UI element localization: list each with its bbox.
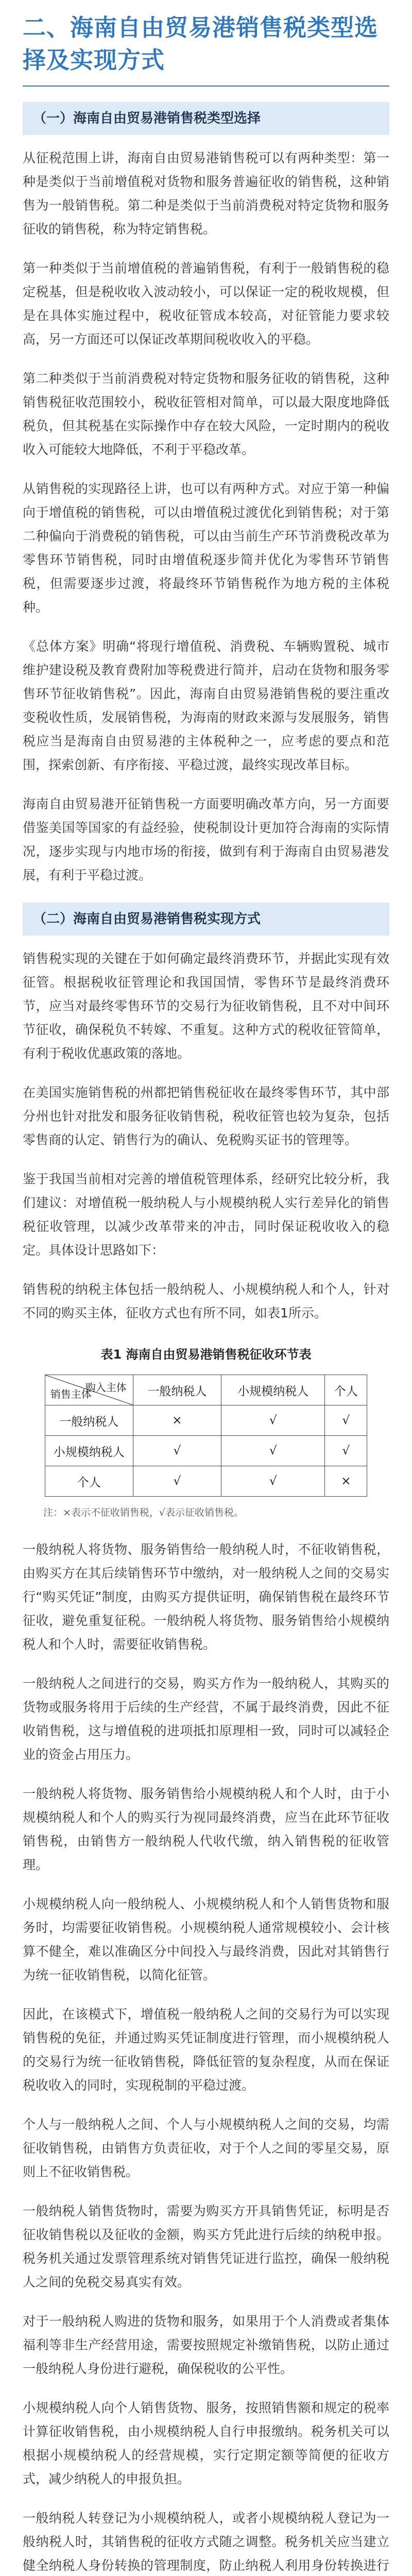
row-header: 个人 [45,1466,133,1497]
body-paragraph: 销售税的纳税主体包括一般纳税人、小规模纳税人和个人，针对不同的购买主体，征收方式也有所不同，如表1所示。 [23,1282,389,1320]
table-header-row [45,1375,367,1405]
body-paragraph: 小规模纳税人向一般纳税人、小规模纳税人和个人销售货物和服务时，均需要征收销售税。小规模纳税人通常规模较小、会计核算不健全，难以准确区分中间投入与最终消费，因此对其销售行为统一征收销售税，以简化征管。 [23,1896,389,1982]
body-paragraph: 在美国实施销售税的州都把销售税征收在最终零售环节，其中部分州也针对批发和服务征收销售税，税收征管也较为复杂，包括零售商的认定、销售行为的确认、免税购买证书的管理等。 [23,1085,389,1147]
section-heading: （二）海南自由贸易港销售税实现方式 [23,903,389,936]
table-cell: √ [221,1466,325,1497]
diagonal-header-cell [45,1375,133,1405]
body-paragraph: 小规模纳税人向个人销售货物、服务，按照销售额和规定的税率计算征收销售税，由小规模纳税人自行申报缴纳。税务机关可以根据小规模纳税人的经营规模，实行定期定额等简便的征收方式，减少纳税人的申报负担。 [23,2400,389,2486]
body-paragraph: 从销售税的实现路径上讲，也可以有两种方式。对应于第一种偏向于增值税的销售税，可以由增值税过渡优化到销售税；对于第二种偏向于消费税的销售税，可以由当前生产环节消费税改革为零售环节销售税，同时由增值税逐步简并优化为零售环节销售税，但需要逐步过渡，将最终环节销售税作为地方税的主体税种。 [23,481,389,615]
table-row [45,1466,367,1497]
body-paragraph: 销售税实现的关键在于如何确定最终消费环节，并据此实现有效征管。根据税收征管理论和我国国情，零售环节是最终消费环节，应当对最终零售环节的交易行为征收销售税，且不对中间环节征收，确保税负不转嫁、不重复。这种方式的税收征管简单，有利于税收优惠政策的落地。 [23,951,389,1061]
body-paragraph: 一般纳税人将货物、服务销售给小规模纳税人和个人时，由于小规模纳税人和个人的购买行为视同最终消费，应当在此环节征收销售税，由销售方一般纳税人代收代缴，纳入销售税的征收管理。 [23,1786,389,1872]
diagonal-bottom-label: 销售主体 [50,1388,92,1400]
body-paragraph: 第二种类似于当前消费税对特定货物和服务征收的销售税，这种销售税征收范围较小，税收征管相对简单，可以最大限度地降低税负，但其税基在实际操作中存在较大风险，一定时期内的税收收入可能较大地降低，不利于平稳改革。 [23,371,389,457]
tax-matrix-table [45,1375,368,1497]
table-caption: 表1 海南自由贸易港销售税征收环节表 [100,1347,312,1362]
table-cell: √ [133,1436,221,1466]
diagonal-top-label: 购入主体 [85,1381,127,1394]
table-footnote: 注：×表示不征收销售税，√表示征收销售税。 [43,1507,244,1518]
table-cell: × [133,1405,221,1436]
row-header: 小规模纳税人 [45,1436,133,1466]
column-header: 个人 [325,1375,367,1405]
article-title: 二、海南自由贸易港销售税类型选择及实现方式 [23,14,379,74]
article-body [23,102,389,2576]
table-cell: √ [221,1405,325,1436]
body-paragraph: 海南自由贸易港开征销售税一方面要明确改革方向，另一方面要借鉴美国等国家的有益经验，使税制设计更加符合海南的实际情况，逐步实现与内地市场的衔接，做到有利于海南自由贸易港发展，有利于平稳过渡。 [23,796,389,883]
table-row [45,1436,367,1466]
row-header: 一般纳税人 [45,1405,133,1436]
table-block [23,1346,389,1520]
body-paragraph: 《总体方案》明确“将现行增值税、消费税、车辆购置税、城市维护建设税及教育费附加等税费进行简并，启动在货物和服务零售环节征收销售税”。因此，海南自由贸易港销售税的要注重改变税收性质，发展销售税，为海南的财政来源与发展服务，销售税应当是海南自由贸易港的主体税种之一，应考虑的要点和范围，探索创新、有序衔接、平稳过渡，最终实现改革目标。 [23,639,389,772]
body-paragraph: 从征税范围上讲，海南自由贸易港销售税可以有两种类型：第一种是类似于当前增值税对货物和服务普遍征收的销售税，这种销售为一般销售税。第二种是类似于当前消费税对特定货物和服务征收的销售税，称为特定销售税。 [23,150,389,236]
column-header: 小规模纳税人 [221,1375,325,1405]
table-cell: √ [325,1436,367,1466]
table-cell: √ [221,1436,325,1466]
body-paragraph: 一般纳税人转登记为小规模纳税人，或者小规模纳税人登记为一般纳税人时，其销售税的征收方式随之调整。税务机关应当建立健全纳税人身份转换的管理制度，防止纳税人利用身份转换进行 [23,2511,389,2573]
title-divider [23,86,389,87]
table-row [45,1405,367,1436]
column-header: 一般纳税人 [133,1375,221,1405]
section-heading: （一）海南自由贸易港销售税类型选择 [23,102,389,135]
body-paragraph: 鉴于我国当前相对完善的增值税管理体系，经研究比较分析，我们建议：对增值税一般纳税人与小规模纳税人实行差异化的销售税征收管理，以减少改革带来的冲击，同时保证税收收入的稳定。具体设计思路如下： [23,1172,389,1258]
body-paragraph: 对于一般纳税人购进的货物和服务，如果用于个人消费或者集体福利等非生产经营用途，需要按照规定补缴销售税，以防止通过一般纳税人身份进行避税，确保税收的公平性。 [23,2314,389,2376]
body-paragraph: 第一种类似于当前增值税的普遍销售税，有利于一般销售税的稳定税基，但是税收收入波动较小，可以保证一定的税收规模，但是在具体实施过程中，税收征管成本较高，对征管能力要求较高，另一方面还可以保证改革期间税收收入的平稳。 [23,261,389,347]
table-cell: √ [325,1405,367,1436]
body-paragraph: 个人与一般纳税人之间、个人与小规模纳税人之间的交易，均需征收销售税，由销售方负责征收，对于个人之间的零星交易，原则上不征收销售税。 [23,2117,389,2179]
body-paragraph: 一般纳税人销售货物时，需要为购买方开具销售凭证，标明是否征收销售税以及征收的金额，购买方凭此进行后续的纳税申报。税务机关通过发票管理系统对销售凭证进行监控，确保一般纳税人之间的免税交易真实有效。 [23,2204,389,2290]
table-cell: × [325,1466,367,1497]
table-cell: √ [133,1466,221,1497]
body-paragraph: 因此，在该模式下，增值税一般纳税人之间的交易行为可以实现销售税的免征，并通过购买凭证制度进行管理，而小规模纳税人的交易行为统一征收销售税，降低征管的复杂程度，从而在保证税收收入的同时，实现税制的平稳过渡。 [23,2007,389,2093]
body-paragraph: 一般纳税人将货物、服务销售给一般纳税人时，不征收销售税，由购买方在其后续销售环节中缴纳，对一般纳税人之间的交易实行“购买凭证”制度，由购买方提供证明，确保销售税在最终环节征收，避免重复征税。一般纳税人将货物、服务销售给小规模纳税人和个人时，需要征收销售税。 [23,1542,389,1652]
body-paragraph: 一般纳税人之间进行的交易，购买方作为一般纳税人，其购买的货物或服务将用于后续的生产经营，不属于最终消费，因此不征收销售税，这与增值税的进项抵扣原理相一致，同时可以减轻企业的资金占用压力。 [23,1676,389,1762]
